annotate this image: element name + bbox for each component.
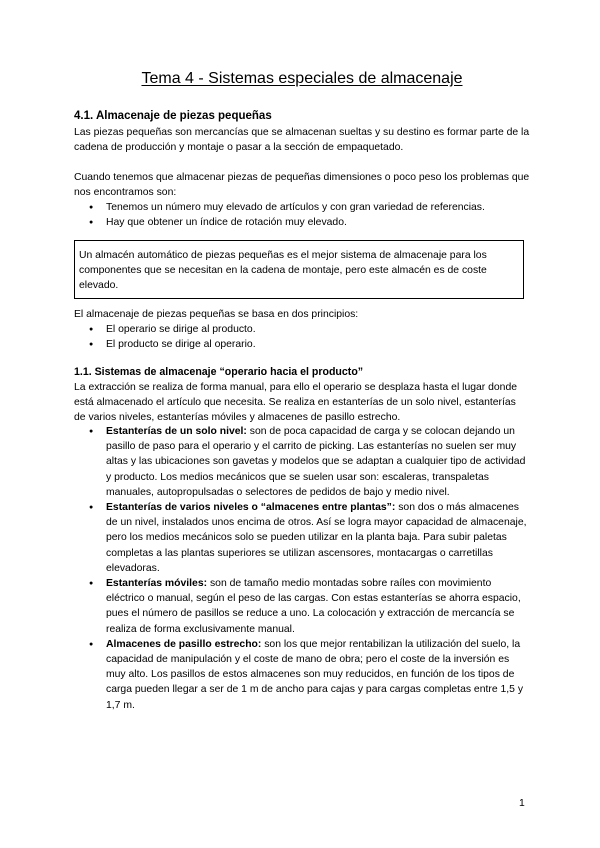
paragraph-principles-intro: El almacenaje de piezas pequeñas se basa en dos principios:	[74, 309, 359, 320]
term-description: son dos o más almacenes de un nivel, instalados unos encima de otros. Así se logra mayor capacidad de almacenaje, pero los medios mecánicos solo se pueden utilizar en la planta baja. Para subir paletas completas a las plantas superiores se utilizan ascensores, montacargas o carretillas elevadoras.	[106, 502, 527, 574]
highlight-box-text: Un almacén automático de piezas pequeñas es el mejor sistema de almacenaje para los componentes que se necesitan en la cadena de montaje, pero este almacén es de coste elevado.	[79, 250, 487, 292]
highlight-box	[74, 240, 524, 299]
list-item: ● Hay que obtener un índice de rotación muy elevado.	[74, 215, 530, 230]
paragraph-definition: Las piezas pequeñas son mercancías que se almacenan sueltas y su destino es formar parte de la cadena de producción y montaje o pasar a la sección de empaquetado.	[74, 127, 530, 154]
paragraph-problems-intro: Cuando tenemos que almacenar piezas de pequeñas dimensiones o poco peso los problemas que nos encontramos son:	[74, 172, 530, 199]
term-label: Estanterías móviles:	[106, 578, 208, 590]
term-description: son de tamaño medio montadas sobre raíles con movimiento eléctrico o manual, según el peso de las cargas. Con estas estanterías se ahorra espacio, pues el número de pasillos se reduce a uno. La colocación y extracción de mercancía se realiza de forma exclusivamente manual.	[106, 578, 521, 635]
list-item: ● El producto se dirige al operario.	[74, 337, 530, 352]
list-item	[74, 637, 530, 713]
term-description: son de poca capacidad de carga y se colocan dejando un pasillo de paso para el operario y el carrito de picking. Las estanterías no suelen ser muy altas y las ubicaciones son gavetas y modelos que se adaptan a cualquier tipo de actividad y producto. Los medios mecánicos que se suelen usar son: escaleras, transpaletas manuales, autopropulsadas o selectores de pedidos de bajo y medio nivel.	[106, 426, 526, 498]
list-item: ● El operario se dirige al producto.	[74, 322, 530, 337]
list-item	[74, 424, 530, 500]
section-heading-operario-producto: 1.1. Sistemas de almacenaje “operario hacia el producto”	[74, 366, 364, 378]
list-item: ● Tenemos un número muy elevado de artículos y con gran variedad de referencias.	[74, 200, 530, 215]
term-label: Estanterías de varios niveles o “almacenes entre plantas”:	[106, 502, 396, 514]
problems-list	[74, 200, 530, 230]
term-description: son los que mejor rentabilizan la utilización del suelo, la capacidad de manipulación y el coste de mano de obra; pero el coste de la inversión es muy alto. Los pasillos de estos almacenes son muy reducidos, en función de los tipos de carga pueden llegar a ser de 1 m de ancho para cajas y para cargas completas entre 1,5 y 1,7 m.	[106, 638, 524, 711]
page-title: Tema 4 - Sistemas especiales de almacenaje	[141, 70, 463, 87]
section-heading-piezas-pequenas: 4.1. Almacenaje de piezas pequeñas	[74, 110, 272, 122]
term-label: Estanterías de un solo nivel:	[106, 426, 247, 437]
list-item	[74, 500, 530, 576]
principles-list	[74, 322, 530, 352]
storage-types-list	[74, 424, 530, 713]
term-label: Almacenes de pasillo estrecho:	[106, 638, 262, 650]
page-number: 1	[519, 798, 525, 809]
paragraph-extraction-intro: La extracción se realiza de forma manual, para ello el operario se desplaza hasta el lugar donde está almacenado el artículo que necesita. Se realiza en estanterías de un solo nivel, estanterías de varios niveles, estanterías móviles y almacenes de pasillo estrecho.	[74, 382, 518, 424]
list-item	[74, 576, 530, 637]
